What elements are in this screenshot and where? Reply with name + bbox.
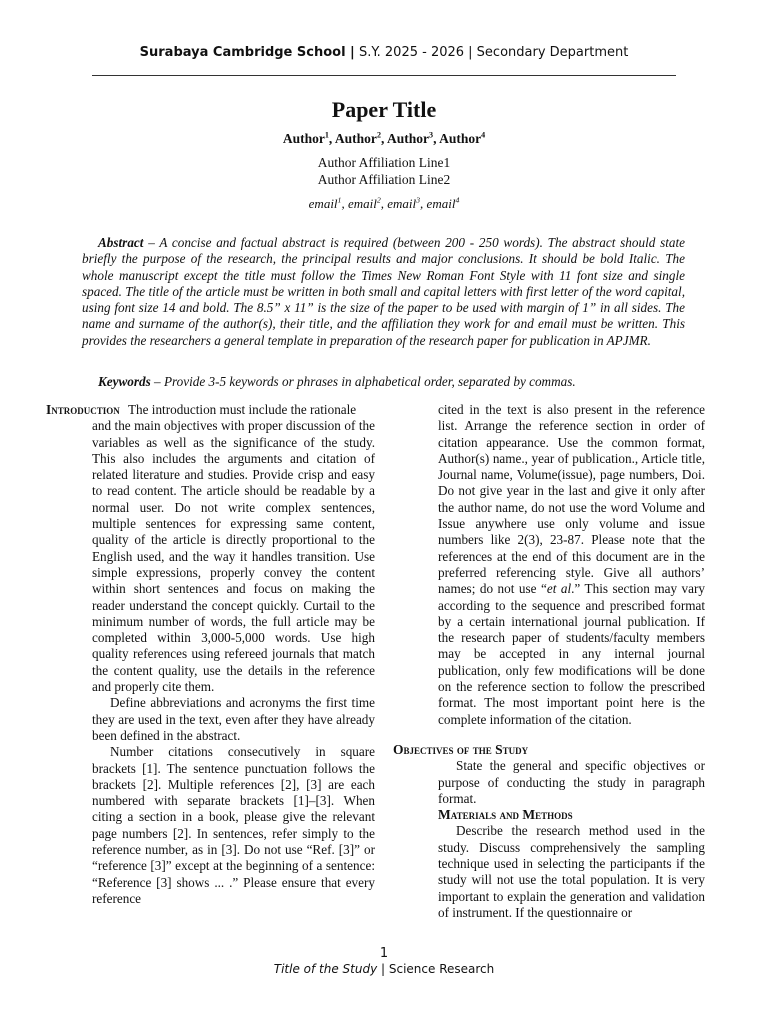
left-column bbox=[46, 402, 375, 907]
abstract bbox=[82, 235, 685, 349]
school-name: Surabaya Cambridge School | bbox=[139, 45, 355, 60]
affiliation-line-1: Author Affiliation Line1 bbox=[317, 155, 451, 170]
header-rule bbox=[92, 75, 676, 76]
keywords bbox=[82, 374, 685, 390]
methods-text: Describe the research method used in the study. Discuss comprehensively the sampling technique used in selecting the participants if the study will not use the total population. It is very important to explain the generation and validation of instrument. If the questionnaire or bbox=[438, 823, 705, 920]
keywords-text: Provide 3-5 keywords or phrases in alphabetical order, separated by commas. bbox=[163, 374, 576, 389]
introduction-heading: Introduction bbox=[46, 402, 120, 417]
page-number: 1 bbox=[379, 946, 389, 961]
author-name: Author bbox=[282, 131, 325, 146]
author-list: Author$^1$, Author$^2$, Author$^3$, Author$^4$ bbox=[282, 130, 486, 146]
references-text-end: .” This section may vary according to the sequence and prescribed format by a certain international journal publication. If the research paper of students/faculty members may be accepted in any internal journal publication, only few modifications will be done on the reference section to follow the prescribed format. The most important point here is the complete information of the citation. bbox=[438, 581, 705, 727]
et-al: et al bbox=[546, 581, 572, 597]
keywords-dash: – bbox=[150, 374, 164, 389]
author-name: Author bbox=[439, 131, 482, 146]
objectives-text: State the general and specific objectives or purpose of conducting the study in paragraph format. bbox=[438, 758, 705, 806]
introduction-p2: Define abbreviations and acronyms the first time they are used in the text, even after they have already been defined in the abstract. bbox=[92, 695, 375, 743]
author-sup: 4 bbox=[481, 130, 486, 140]
email-sup: 3 bbox=[416, 195, 421, 205]
page-header bbox=[92, 45, 676, 60]
author-sup: 3 bbox=[429, 130, 434, 140]
footer-section: | Science Research bbox=[377, 962, 495, 976]
author-name: Author bbox=[334, 131, 377, 146]
author-sup: 1 bbox=[324, 130, 329, 140]
objectives-heading: Objectives of the Study bbox=[393, 741, 529, 757]
author-name: Author bbox=[387, 131, 430, 146]
references-paragraph bbox=[393, 402, 705, 728]
methods-heading: Materials and Methods bbox=[438, 807, 573, 823]
references-text-start: cited in the text is also present in the reference list. Arrange the reference section in order of citation appearance. Use the common format, Author(s) name., year of publication., Article title, Journal name, Volume(issue), page numbers, Doi. Do not give year in the last and give it only after the author name, do not use the word Volume and Issue anywhere use only volume and issue numbers like 2(3), 23-87. Please note that the references at the end of this document are in the preferred referencing style. Give all authors’ names; do not use “ bbox=[438, 402, 705, 597]
paper-title: Paper Title bbox=[331, 97, 437, 122]
email: email bbox=[387, 196, 417, 211]
email-sup: 2 bbox=[376, 195, 381, 205]
email: email bbox=[347, 196, 377, 211]
email-sup: 1 bbox=[337, 195, 342, 205]
abstract-text: A concise and factual abstract is required (between 200 - 250 words). The abstract should state briefly the purpose of the research, the principal results and major conclusions. It should be bold Italic. The whole manuscript except the title must follow the Times New Roman Font Style with 11 font size and single spaced. The title of the article must be written in both small and capital letters with first letter of the word capital, using font size 14 and bold. The 8.5” x 11” is the size of the paper to be used with margin of 1” in all sides. The name and surname of the author(s), their title, and the affiliation they work for and email must be written. This provides the researchers a general template in preparation of the research paper for publication in APJMR. bbox=[82, 235, 685, 348]
email-sup: 4 bbox=[455, 195, 460, 205]
email-list: email$^1$, email$^2$, email$^3$, email$^4$ bbox=[308, 195, 460, 211]
email: email bbox=[426, 196, 456, 211]
abstract-label: Abstract bbox=[98, 235, 144, 250]
abstract-dash: – bbox=[143, 235, 160, 250]
header-details: S.Y. 2025 - 2026 | Secondary Department bbox=[354, 45, 629, 60]
author-sup: 2 bbox=[376, 130, 381, 140]
keywords-label: Keywords bbox=[98, 374, 151, 389]
introduction-p1-start: The introduction must include the rationale bbox=[128, 402, 357, 417]
introduction-p3: Number citations consecutively in square brackets [1]. The sentence punctuation follows the brackets [2]. Multiple references [2], [3] are each numbered with separate brackets [1]–[3]. When citing a section in a book, please give the relevant page numbers [2]. In sentences, refer simply to the reference number, as in [3]. Do not use “Ref. [3]” or “reference [3]” except at the beginning of a sentence: “Reference [3] shows ... .” Please ensure that every reference bbox=[92, 744, 375, 906]
email: email bbox=[308, 196, 338, 211]
introduction-p1-rest: and the main objectives with proper discussion of the variables as well as the significance of the study. This also includes the arguments and citation of related literature and studies. Provide crisp and easy to read content. The article should be readable by a normal user. Do not write complex sentences, multiple sentences for expressing same content, quality of the article is directly proportional to the English used, and the way it handles transition. Use simple expressions, properly convey the content within short sentences and focus on making the reader understand the concept quickly. Curtail to the minimum number of words, the full article may be completed within 3,000-5,000 words. Use high quality references using refereed journals that match the content quality, use the details in the reference and properly cite them. bbox=[92, 418, 375, 695]
right-column bbox=[393, 402, 705, 921]
affiliation-line-2: Author Affiliation Line2 bbox=[317, 172, 451, 187]
footer-study-title: Title of the Study bbox=[273, 962, 378, 976]
spacer bbox=[393, 728, 705, 742]
page-footer bbox=[0, 962, 768, 976]
